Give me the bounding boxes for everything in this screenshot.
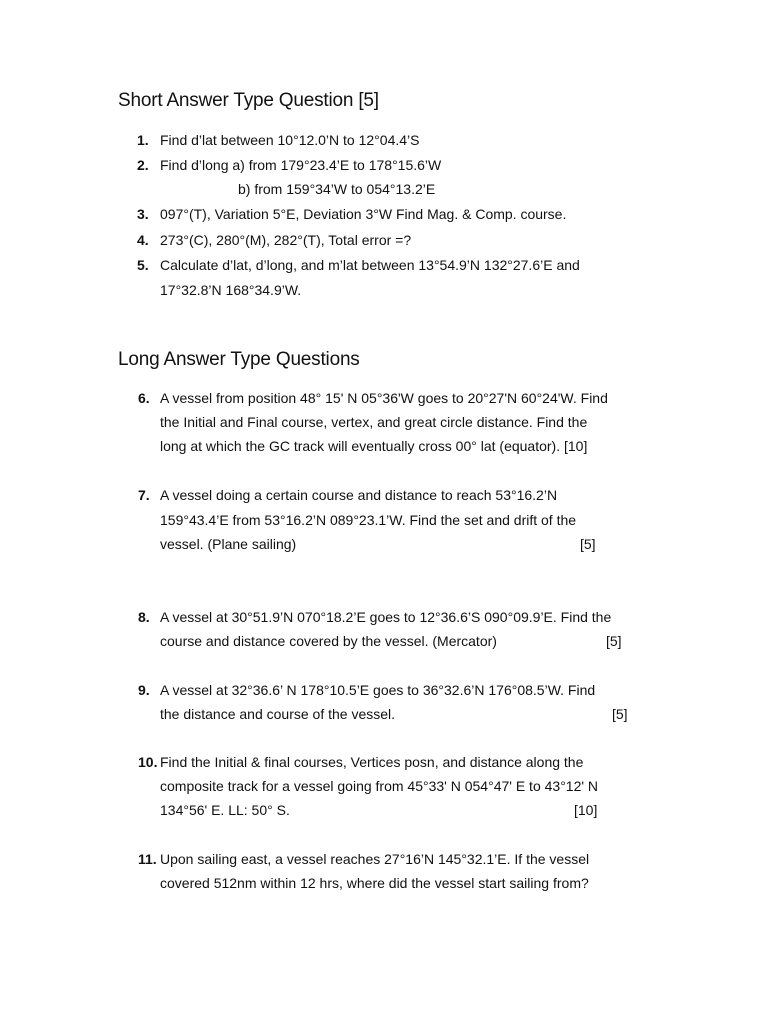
long-answer-heading: Long Answer Type Questions (118, 349, 360, 370)
question-text: 17°32.8’N 168°34.9’W. (160, 282, 302, 298)
question-text: 159°43.4’E from 53°16.2’N 089°23.1’W. Find the set and drift of the (160, 512, 577, 528)
question-text: Find the Initial & final courses, Vertices posn, and distance along the (160, 754, 584, 770)
question-text: Find d’long a) from 179°23.4’E to 178°15.6’W (160, 157, 442, 173)
question-text: covered 512nm within 12 hrs, where did the vessel start sailing from? (160, 875, 589, 891)
question-number: 10. (138, 754, 158, 770)
question-text: 273°(C), 280°(M), 282°(T), Total error =? (160, 232, 412, 248)
question-text: Calculate d’lat, d’long, and m’lat between 13°54.9’N 132°27.6’E and (160, 257, 580, 273)
question-text: composite track for a vessel going from 45°33' N 054°47' E to 43°12' N (160, 778, 599, 794)
question-text: Upon sailing east, a vessel reaches 27°16’N 145°32.1’E. If the vessel (160, 851, 590, 867)
question-number: 2. (137, 157, 149, 173)
question-number: 9. (138, 682, 150, 698)
question-number: 3. (137, 206, 149, 222)
question-text: A vessel at 32°36.6’ N 178°10.5’E goes to 36°32.6’N 176°08.5’W. Find (160, 682, 596, 698)
question-number: 7. (138, 487, 150, 503)
question-number: 11. (138, 851, 157, 867)
question-text: vessel. (Plane sailing) (160, 536, 297, 552)
question-number: 1. (137, 132, 149, 148)
question-text: Find d’lat between 10°12.0’N to 12°04.4’S (160, 132, 420, 148)
question-text: A vessel at 30°51.9’N 070°18.2’E goes to 12°36.6’S 090°09.9’E. Find the (160, 609, 612, 625)
question-number: 8. (138, 609, 150, 625)
question-text: the distance and course of the vessel. (160, 706, 396, 722)
marks-label: [10] (574, 802, 598, 818)
marks-label: [5] (580, 536, 596, 552)
question-text: A vessel from position 48° 15' N 05°36'W goes to 20°27'N 60°24'W. Find (160, 390, 608, 406)
question-text: the Initial and Final course, vertex, and great circle distance. Find the (160, 414, 588, 430)
question-text: course and distance covered by the vessel. (Mercator) (160, 633, 497, 649)
question-text: A vessel doing a certain course and distance to reach 53°16.2’N (160, 487, 558, 503)
marks-label: [5] (606, 633, 622, 649)
question-text: 097°(T), Variation 5°E, Deviation 3°W Find Mag. & Comp. course. (160, 206, 567, 222)
question-text: long at which the GC track will eventually cross 00° lat (equator). [10] (160, 438, 588, 454)
question-text: b) from 159°34’W to 054°13.2’E (238, 181, 436, 197)
question-text: 134°56' E. LL: 50° S. (160, 802, 290, 818)
question-number: 6. (138, 390, 150, 406)
marks-label: [5] (612, 706, 628, 722)
short-answer-heading: Short Answer Type Question [5] (118, 90, 379, 111)
question-number: 5. (137, 257, 149, 273)
question-number: 4. (137, 232, 149, 248)
